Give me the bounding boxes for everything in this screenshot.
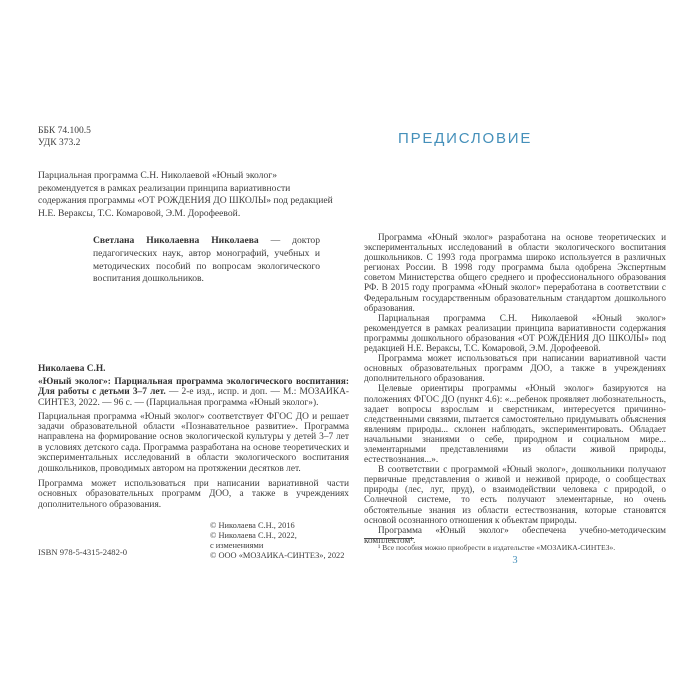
- preface-paragraph: Программа может использоваться при написании вариативной части основных образовательных программ ДОО, а также в учреждениях дополнительного образования.: [364, 353, 666, 384]
- page-number: 3: [512, 555, 518, 566]
- recommendation-line: Н.Е. Вераксы, Т.С. Комаровой, Э.М. Дорофеевой.: [38, 207, 241, 219]
- usage-note-paragraph: Программа может использоваться при написании вариативной части основных образовательных программ ДОО, а также в учреждениях дополнительного образования.: [38, 478, 349, 510]
- recommendation-note: [38, 170, 349, 220]
- recommendation-line: содержания программы «ОТ РОЖДЕНИЯ ДО ШКОЛЫ» под редакцией: [38, 195, 333, 207]
- catalog-entry-title: «Юный эколог»: Парциальная программа экологического воспитания: Для работы с детьми 3–7 лет.: [38, 376, 349, 398]
- catalog-entry: [38, 377, 349, 409]
- classification-codes: [38, 125, 349, 149]
- imprint-page: [38, 125, 349, 510]
- author-bio-text: — доктор педагогических наук, автор монографий, учебных и методических пособий по вопросам экологического воспитания дошкольников.: [93, 235, 321, 285]
- catalog-author: Николаева С.Н.: [38, 363, 106, 374]
- preface-body: [364, 232, 666, 545]
- copyright-line: © ООО «МОЗАИКА-СИНТЕЗ», 2022: [210, 551, 345, 560]
- copyright-block: [210, 521, 344, 561]
- footnote: ¹ Все пособия можно приобрести в издательстве «МОЗАИКА-СИНТЕЗ».: [378, 543, 616, 552]
- copyright-line: © Николаева С.Н., 2022,: [210, 531, 297, 540]
- preface-paragraph: Программа «Юный эколог» разработана на основе теоретических и экспериментальных исследований в области экологического воспитания дошкольников. С 1993 года программа широко используется в различных регионах России. В 1998 году программа была одобрена Экспертным советом Министерства общего среднего и профессионального образования РФ. В 2015 году программа «Юный эколог» переработана в соответствии с Федеральным государственным образовательным стандартом дошкольного образования.: [364, 232, 666, 313]
- catalog-entry-details: — 2-е изд., испр. и доп. — М.: МОЗАИКА-СИНТЕЗ, 2022. — 96 с. — (Парциальная программа «Юный эколог»).: [38, 387, 349, 408]
- preface-paragraph: В соответствии с программой «Юный эколог», дошкольники получают первичные представления о живой и неживой природе, о сообществах природы (лес, луг, пруд), о взаимодействии человека с природой, о Солнечной системе, то есть получают элементарные, но очень обстоятельные знания из области естествознания, которые становятся основой осознанного отношения к объектам природы.: [364, 464, 666, 525]
- footnote-divider: [364, 538, 414, 539]
- recommendation-line: Парциальная программа С.Н. Николаевой «Юный эколог»: [38, 170, 277, 181]
- recommendation-line: рекомендуется в рамках реализации принципа вариативности: [38, 182, 291, 194]
- copyright-line: с изменениями: [210, 541, 264, 550]
- preface-paragraph: Целевые ориентиры программы «Юный эколог» базируются на положениях ФГОС ДО (пункт 4.6): «...ребенок проявляет любознательность, задает вопросы взрослым и сверстникам, интересуется причинно-следственными связями, пытается самостоятельно придумывать объяснения явлениям природы... склонен наблюдать, экспериментировать. Обладает начальными знаниями о себе, природном и социальном мире... элементарными представлениями из области живой природы, естествознания...».: [364, 383, 666, 465]
- author-bio: [93, 235, 320, 285]
- annotation-paragraph: Парциальная программа «Юный эколог» соответствует ФГОС ДО и решает задачи образовательной области «Познавательное развитие». Программа направлена на формирование основ экологической культуры у детей 3–7 лет в условиях детского сада. Программа разработана на основе теоретических и экспериментальных исследований в области экологического воспитания дошкольников, проводимых автором на протяжении десятков лет.: [38, 411, 349, 474]
- preface-paragraph: Программа «Юный эколог» обеспечена учебно-методическим комплектом¹.: [364, 524, 666, 545]
- bbk-code: ББК 74.100.5: [38, 126, 91, 136]
- page-title: ПРЕДИСЛОВИЕ: [398, 130, 533, 147]
- isbn: ISBN 978-5-4315-2482-0: [38, 547, 128, 557]
- udk-code: УДК 373.2: [38, 138, 81, 148]
- preface-paragraph: Парциальная программа С.Н. Николаевой «Юный эколог» рекомендуется в рамках реализации принципа вариативности содержания программы дошкольного образования «ОТ РОЖДЕНИЯ ДО ШКОЛЫ» под редакцией Н.Е. Вераксы, Т.С. Комаровой, Э.М. Дорофеевой.: [364, 312, 666, 354]
- author-name: Светлана Николаевна Николаева: [93, 235, 259, 247]
- copyright-line: © Николаева С.Н., 2016: [210, 521, 295, 530]
